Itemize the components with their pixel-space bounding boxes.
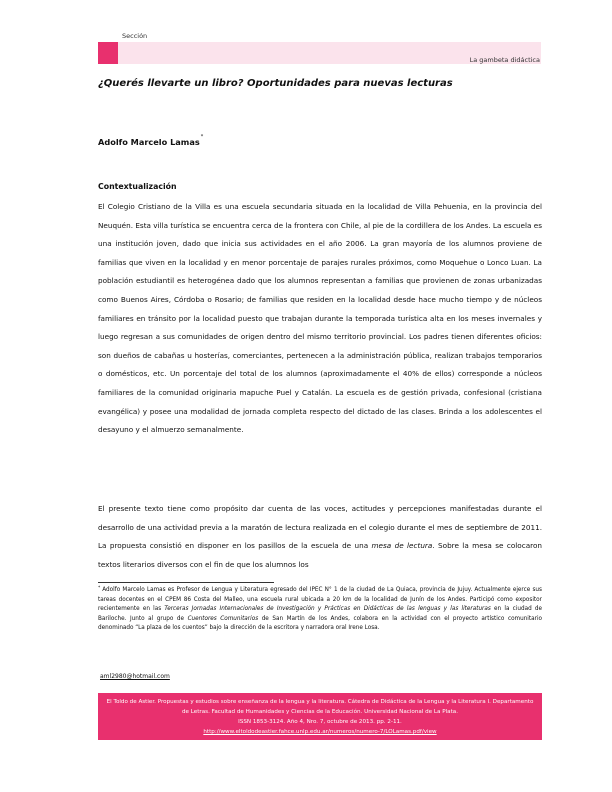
body-paragraph-1: El Colegio Cristiano de la Villa es una escuela secundaria situada en la localidad de Villa Pehuenia, en la provincia del Neuquén. Esta villa turística se encuentra cerca de la frontera con Chile, al pie de la cordillera de los Andes. La escuela es una institución joven, dado que inicia sus actividades en el año 2006. La gran mayoría de los alumnos proviene de familias que viven en la localidad y en menor porcentaje de parajes rurales próximos, como Moquehue o Lonco Luan. La población estudiantil es heterogénea dado que los alumnos representan a familias que provienen de zonas urbanizadas como Buenos Aires, Córdoba o Rosario; de familias que residen en la localidad desde hace mucho tiempo y de núcleos familiares en tránsito por la localidad puesto que trabajan durante la temporada turística alta en los meses invernales y luego regresan a sus comunidades de origen dentro del mismo territorio provincial. Los padres tienen diferentes oficios: son dueños de cabañas u hosterías, comerciantes, pertenecen a la administración pública, realizan trabajos temporarios o domésticos, etc. Un porcentaje del total de los alumnos (aproximadamente el 40% de ellos) corresponde a núcleos familiares de la comunidad originaria mapuche Puel y Catalán. La escuela es de gestión privada, confesional (cristiana evangélica) y posee una modalidad de jornada completa respecto del dictado de las clases. Brinda a los adolescentes el desayuno y el almuerzo semanalmente. [98,202,542,435]
author-line [98,134,204,147]
footnote-text-2: en la ciudad de Bariloche. Junto al grupo de [98,606,543,622]
author-footnote-mark[interactable]: * [200,134,204,141]
footnote-text-1: Adolfo Marcelo Lamas es Profesor de Lengua y Literatura egresado del IPEC N° 1 de la ciudad de La Quiaca, provincia de Jujuy. Actualmente ejerce sus tareas docentes en el CPEM 86 Costa del Malleo, una escuela rural ubicada a 20 km de la localidad de Junín de los Andes. Participó como expositor recientemente en las [98,587,542,613]
paragraph-2-end: . Sobre la mesa se colocaron textos literarios diversos con el fin de que los alumnos los [98,541,542,569]
author-name: Adolfo Marcelo Lamas [98,137,200,147]
section-heading: Contextualización [98,182,177,191]
footnote-mark: * [98,586,101,591]
section-label: Sección [122,32,148,40]
body-paragraph-2 [98,500,542,574]
footer-citation-line-1: El Toldo de Astier. Propuestas y estudios sobre enseñanza de la lengua y la literatura. Cátedra de Didáctica de la Lengua y la Literatura I. Departamento de Letras. Facultad de Humanidades y Ciencias de la Educación. Universidad Nacional de La Plata. [106,699,534,715]
footer-citation [104,697,536,737]
footnote [98,586,542,634]
footnote-emphasis-2: Cuentores Comunitarios [187,615,259,622]
footer-citation-line-2: ISSN 1853-3124. Año 4, Nro. 7, octubre de 2013. pp. 2-11. [238,719,402,725]
footnote-divider [98,582,274,583]
paragraph-2-start: El presente texto tiene como propósito dar cuenta de las voces, actitudes y percepciones manifestadas durante el desarrollo de una actividad previa a la maratón de lectura realizada en el colegio durante el mes de septiembre de 2011. La propuesta consistió en disponer en los pasillos de la escuela de una [98,504,542,551]
footnote-text-3: de San Martín de los Andes, colabora en la actividad con el proyecto artístico comunitario denominado “La plaza de los cuentos” bajo la dirección de la escritora y narradora oral Irene Losa. [98,615,542,632]
paragraph-2-emphasis: mesa de lectura [371,541,433,551]
header-accent-square [98,42,118,64]
footer-url-link[interactable]: http://www.eltoldodeastier.fahce.unlp.edu.ar/numeros/numero-7/LOLamas.pdf/view [203,729,437,735]
footnote-emphasis-1: Terceras Jornadas Internacionales de Investigación y Prácticas en Didácticas de las lenguas y las literaturas [164,606,491,613]
series-label: La gambeta didáctica [469,56,540,64]
author-email-link[interactable]: aml2980@hotmail.com [100,673,170,680]
article-title: ¿Querés llevarte un libro? Oportunidades para nuevas lecturas [98,78,453,89]
